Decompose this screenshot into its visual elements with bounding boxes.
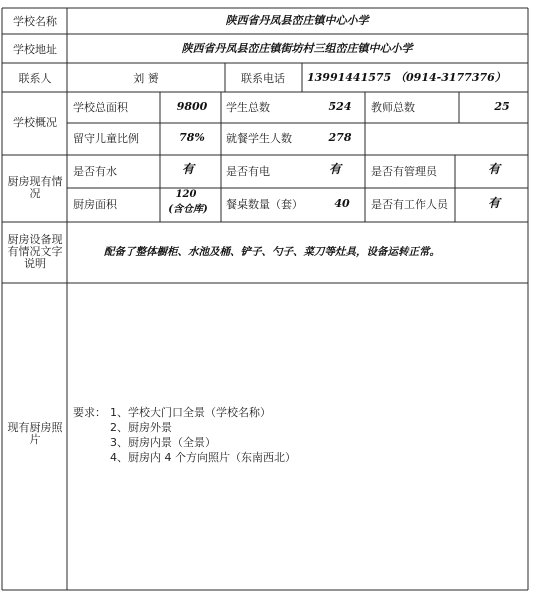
school-address-value: 陕西省丹凤县峦庄镇街坊村三组峦庄镇中心小学	[181, 42, 413, 55]
left-behind-ratio-label: 留守儿童比例	[73, 132, 139, 145]
total-area-label: 学校总面积	[73, 101, 128, 114]
school-name-label: 学校名称	[13, 15, 57, 28]
school-name-value: 陕西省丹凤县峦庄镇中心小学	[225, 14, 369, 27]
has-manager-label: 是否有管理员	[371, 165, 437, 178]
equipment-desc-value: 配备了整体橱柜、水池及桶、铲子、勺子、菜刀等灶具，设备运转正常。	[104, 246, 440, 258]
kitchen-area-note: (含仓库)	[168, 204, 208, 215]
photo-requirement-item: 2、厨房外景	[110, 421, 172, 434]
table-count-label: 餐桌数量（套）	[226, 198, 303, 211]
has-water-label: 是否有水	[73, 165, 117, 178]
total-students-label: 学生总数	[226, 101, 270, 114]
left-behind-ratio-value: 78%	[179, 131, 205, 144]
has-staff-value: 有	[487, 196, 501, 210]
total-teachers-value: 25	[494, 100, 510, 113]
dining-students-value: 278	[328, 131, 352, 144]
photo-requirement-item: 1、学校大门口全景（学校名称）	[110, 406, 271, 419]
total-area-value: 9800	[176, 100, 208, 113]
school-address-label: 学校地址	[13, 43, 57, 56]
contact-phone-value: 13991441575 （0914-3177376）	[307, 71, 506, 84]
has-electricity-label: 是否有电	[226, 165, 270, 178]
table-count-value: 40	[334, 197, 350, 210]
school-overview-label: 学校概况	[13, 116, 57, 129]
has-staff-label: 是否有工作人员	[371, 198, 448, 211]
photo-requirements-heading: 要求：	[73, 406, 106, 419]
has-manager-value: 有	[487, 162, 501, 176]
contact-phone-label: 联系电话	[241, 72, 285, 85]
kitchen-photos-label: 现有厨房照片	[7, 421, 63, 446]
photo-requirement-item: 3、厨房内景（全景）	[110, 436, 216, 449]
total-teachers-label: 教师总数	[371, 101, 415, 114]
dining-students-label: 就餐学生人数	[226, 132, 292, 145]
has-water-value: 有	[181, 162, 195, 176]
photo-requirement-item: 4、厨房内 4 个方向照片（东南西北）	[110, 451, 296, 464]
kitchen-area-value: 120	[175, 189, 197, 200]
kitchen-status-label: 厨房现有情况	[7, 175, 63, 200]
total-students-value: 524	[328, 100, 352, 113]
has-electricity-value: 有	[328, 162, 342, 176]
contact-person-label: 联系人	[18, 72, 52, 85]
kitchen-area-label: 厨房面积	[73, 198, 117, 211]
equipment-desc-label: 厨房设备现有情况文字说明	[7, 233, 63, 270]
contact-person-value: 刘 赟	[133, 72, 159, 85]
